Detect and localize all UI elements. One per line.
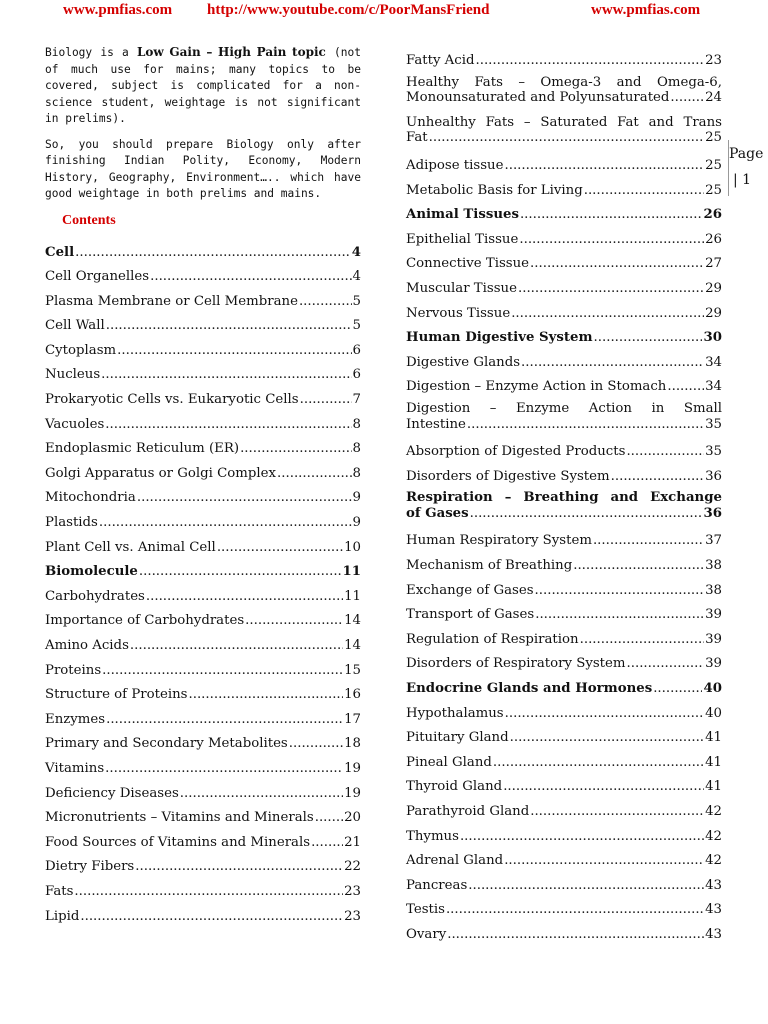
toc-entry-page: 35 (705, 444, 722, 460)
dot-leader (75, 245, 351, 261)
dot-leader (593, 533, 704, 549)
page-label: Page (729, 146, 764, 162)
dot-leader (467, 417, 704, 433)
toc-entry-title: Exchange of Gases (406, 582, 534, 598)
toc-entry-title: of Gases (406, 505, 469, 521)
toc-entry-title: Transport of Gases (406, 607, 535, 623)
left-column (45, 44, 361, 924)
toc-entry-line2 (406, 417, 722, 433)
toc-entry-page: 11 (344, 588, 361, 604)
toc-entry-title: Dietry Fibers (45, 859, 135, 875)
toc-entry[interactable] (45, 678, 361, 703)
toc-entry-title: Plastids (45, 515, 98, 531)
dot-leader (102, 663, 343, 679)
toc-entry-page: 23 (705, 53, 722, 68)
toc-entry-page: 21 (344, 834, 361, 850)
page-number: | 1 (733, 172, 752, 188)
toc-entry-title: Mechanism of Breathing (406, 558, 573, 574)
toc-entry[interactable] (406, 918, 722, 943)
dot-leader (80, 909, 343, 925)
dot-leader (74, 884, 343, 900)
toc-entry-line2 (406, 90, 722, 106)
toc-entry-page: 9 (352, 515, 361, 531)
toc-entry-title: Prokaryotic Cells vs. Eukaryotic Cells (45, 392, 299, 408)
toc-entry-title: Enzymes (45, 711, 106, 727)
toc-entry-title: Intestine (406, 416, 466, 432)
toc-entry-title: Pineal Gland (406, 754, 492, 770)
toc-entry-page: 8 (352, 441, 361, 457)
toc-entry[interactable] (45, 506, 361, 531)
dot-leader (653, 681, 702, 697)
toc-entry-page: 41 (705, 754, 722, 770)
toc-entry-page: 40 (705, 705, 722, 721)
toc-entry[interactable] (406, 524, 722, 549)
dot-leader (447, 927, 704, 943)
toc-entry-title: Golgi Apparatus or Golgi Complex (45, 465, 277, 481)
dot-leader (240, 441, 351, 457)
toc-entry-title: Regulation of Respiration (406, 631, 579, 647)
dot-leader (311, 835, 343, 851)
toc-entry-page: 30 (703, 330, 722, 346)
toc-entry[interactable] (406, 149, 722, 174)
toc-entry[interactable] (406, 370, 722, 395)
toc-entry-page: 26 (703, 207, 722, 223)
toc-entry-page: 7 (352, 392, 361, 408)
page-number-box (728, 140, 768, 196)
toc-entry-title: Disorders of Respiratory System (406, 656, 626, 672)
toc-entry[interactable] (406, 321, 722, 346)
dot-leader (511, 306, 704, 322)
toc-entry-page: 24 (705, 90, 722, 106)
dot-leader (504, 853, 704, 869)
toc-entry[interactable] (406, 174, 722, 199)
dot-leader (117, 343, 351, 359)
toc-entry[interactable] (406, 647, 722, 672)
toc-entry[interactable] (45, 236, 361, 261)
toc-entry-title: Connective Tissue (406, 256, 530, 272)
toc-list-left (45, 236, 361, 925)
toc-entry-title: Fat (406, 130, 428, 146)
dot-leader (146, 589, 343, 605)
toc-entry[interactable] (406, 69, 722, 109)
dot-leader (245, 613, 343, 629)
toc-entry[interactable] (45, 629, 361, 654)
toc-entry-title: Cell (45, 244, 75, 260)
intro-paragraph-2: So, you should prepare Biology only after finishing Indian Polity, Economy, Modern History, Geography, Environment….. which have good weightage in both prelims and mains. (45, 137, 361, 200)
toc-entry[interactable] (406, 395, 722, 435)
dot-leader (519, 232, 704, 248)
toc-entry-page: 23 (344, 908, 361, 924)
toc-entry-title: Vitamins (45, 760, 105, 776)
toc-entry[interactable] (45, 408, 361, 433)
toc-entry-title-line1: Healthy Fats – Omega-3 and Omega-6, (406, 74, 722, 90)
toc-entry-title: Deficiency Diseases (45, 785, 179, 801)
toc-entry[interactable] (45, 826, 361, 851)
toc-entry-page: 8 (352, 465, 361, 481)
toc-entry-page: 19 (344, 760, 361, 776)
toc-entry-title: Proteins (45, 662, 102, 678)
toc-entry-title: Human Respiratory System (406, 533, 592, 549)
toc-entry-page: 9 (352, 490, 361, 506)
intro-bold-text: Low Gain – High Pain topic (136, 45, 326, 59)
toc-entry-page: 42 (705, 804, 722, 819)
toc-entry-title: Mitochondria (45, 490, 136, 506)
dot-leader (470, 506, 703, 522)
toc-entry-title: Plant Cell vs. Animal Cell (45, 539, 216, 555)
dot-leader (535, 607, 704, 623)
dot-leader (135, 859, 343, 875)
toc-entry-title: Human Digestive System (406, 330, 593, 346)
toc-entry-title: Digestive Glands (406, 354, 521, 370)
toc-entry-page: 10 (344, 539, 361, 555)
toc-entry[interactable] (45, 850, 361, 875)
dot-leader (521, 355, 704, 371)
toc-entry-page: 39 (705, 607, 722, 623)
dot-leader (493, 755, 704, 771)
toc-entry[interactable] (406, 574, 722, 599)
toc-entry-page: 40 (703, 681, 722, 697)
toc-entry-title: Fats (45, 883, 74, 899)
toc-entry-page: 4 (351, 244, 361, 260)
dot-leader (503, 779, 704, 795)
dot-leader (137, 490, 352, 506)
dot-leader (530, 804, 704, 820)
toc-entry[interactable] (45, 309, 361, 334)
toc-entry-page: 16 (344, 687, 361, 703)
toc-entry-title: Thymus (406, 828, 459, 844)
toc-entry-title: Pancreas (406, 877, 468, 893)
dot-leader (130, 638, 343, 654)
dot-leader (429, 130, 704, 146)
dot-leader (626, 444, 704, 460)
toc-entry-page: 43 (705, 877, 722, 893)
toc-entry-title: Nervous Tissue (406, 305, 511, 321)
dot-leader (468, 878, 704, 894)
toc-entry-title: Biomolecule (45, 564, 138, 580)
toc-entry-page: 6 (352, 367, 361, 383)
toc-entry-title: Monounsaturated and Polyunsaturated (406, 90, 670, 106)
contents-heading: Contents (62, 212, 116, 228)
toc-entry-title: Endoplasmic Reticulum (ER) (45, 441, 240, 457)
toc-entry[interactable] (406, 198, 722, 223)
dot-leader (105, 761, 343, 777)
toc-list-right (406, 44, 722, 943)
dot-leader (667, 379, 704, 395)
dot-leader (573, 558, 704, 574)
dot-leader (580, 632, 704, 648)
toc-entry-title: Carbohydrates (45, 588, 145, 604)
youtube-link[interactable]: http://www.youtube.com/c/PoorMansFriend (207, 2, 490, 18)
dot-leader (106, 318, 352, 334)
dot-leader (99, 515, 352, 531)
toc-entry-page: 39 (705, 631, 722, 647)
toc-entry[interactable] (406, 697, 722, 722)
dot-leader (299, 294, 352, 310)
toc-entry-line2 (406, 506, 722, 522)
dot-leader (518, 281, 704, 297)
toc-entry[interactable] (406, 484, 722, 524)
toc-entry[interactable] (45, 531, 361, 556)
toc-entry-title: Adipose tissue (406, 157, 504, 173)
toc-entry[interactable] (45, 752, 361, 777)
toc-entry-title: Fatty Acid (406, 53, 475, 68)
toc-entry-page: 20 (344, 810, 361, 826)
dot-leader (505, 706, 704, 722)
dot-leader (446, 902, 704, 918)
toc-entry-page: 18 (344, 736, 361, 752)
toc-entry-title: Disorders of Digestive System (406, 468, 610, 484)
dot-leader (670, 90, 704, 106)
toc-entry-page: 6 (352, 342, 361, 358)
toc-entry-page: 27 (705, 256, 722, 272)
dot-leader (627, 656, 705, 672)
right-column (406, 44, 722, 943)
toc-entry-page: 5 (352, 293, 361, 309)
toc-entry-page: 38 (705, 558, 722, 574)
toc-entry-title: Vacuoles (45, 416, 105, 432)
toc-entry[interactable] (45, 358, 361, 383)
toc-entry-page: 14 (344, 638, 361, 653)
toc-entry-page: 26 (705, 231, 722, 247)
toc-entry-page: 34 (705, 379, 722, 395)
dot-leader (476, 53, 705, 69)
toc-entry-page: 41 (705, 730, 722, 746)
toc-entry[interactable] (406, 820, 722, 845)
toc-entry-page: 37 (705, 533, 722, 549)
dot-leader (460, 829, 704, 845)
dot-leader (584, 183, 704, 199)
dot-leader (150, 269, 351, 285)
dot-leader (106, 712, 343, 728)
dot-leader (139, 564, 342, 580)
website-link-right[interactable]: www.pmfias.com (591, 2, 701, 18)
toc-entry[interactable] (406, 844, 722, 869)
toc-entry-page: 35 (705, 416, 722, 432)
toc-entry-title: Thyroid Gland (406, 779, 503, 795)
toc-entry-title: Pituitary Gland (406, 730, 509, 746)
toc-entry[interactable] (45, 900, 361, 925)
dot-leader (300, 392, 352, 408)
toc-entry[interactable] (406, 346, 722, 371)
toc-entry-title: Cell Wall (45, 318, 105, 334)
toc-entry-title: Nucleus (45, 367, 101, 383)
toc-entry-page: 29 (705, 305, 722, 321)
toc-entry[interactable] (406, 223, 722, 248)
toc-entry-page: 42 (705, 853, 722, 869)
toc-entry-title: Testis (406, 902, 445, 918)
dot-leader (105, 417, 351, 433)
toc-entry-page: 11 (342, 564, 361, 580)
toc-entry-line2 (406, 130, 722, 146)
toc-entry[interactable] (45, 801, 361, 826)
toc-entry-page: 41 (705, 779, 722, 795)
toc-entry[interactable] (45, 703, 361, 728)
toc-entry[interactable] (45, 654, 361, 679)
toc-entry-title: Primary and Secondary Metabolites (45, 736, 288, 752)
toc-entry-title: Endocrine Glands and Hormones (406, 681, 653, 697)
toc-entry[interactable] (45, 727, 361, 752)
toc-entry[interactable] (406, 297, 722, 322)
toc-entry[interactable] (45, 260, 361, 285)
toc-entry-page: 14 (344, 613, 361, 629)
intro-text: Biology is a (45, 46, 137, 59)
dot-leader (535, 583, 705, 599)
page-header (0, 2, 768, 20)
toc-entry-page: 43 (705, 926, 722, 942)
toc-entry[interactable] (45, 604, 361, 629)
toc-entry[interactable] (406, 272, 722, 297)
dot-leader (189, 687, 344, 703)
dot-leader (510, 730, 704, 746)
toc-entry-page: 5 (352, 318, 361, 334)
toc-entry[interactable] (406, 44, 722, 69)
toc-entry[interactable] (45, 334, 361, 359)
toc-entry-page: 42 (705, 828, 722, 844)
dot-leader (277, 466, 351, 482)
dot-leader (289, 736, 343, 752)
toc-entry[interactable] (406, 435, 722, 460)
toc-entry-page: 29 (705, 280, 722, 296)
toc-entry-title: Plasma Membrane or Cell Membrane (45, 293, 298, 309)
dot-leader (315, 810, 343, 826)
toc-entry[interactable] (406, 893, 722, 918)
toc-entry-title: Digestion – Enzyme Action in Stomach (406, 379, 667, 395)
intro-text-rest: (not of much use for mains; many topics to be covered, subject is complicated for a non-science student, weightage is not significant in prelims). (45, 46, 362, 125)
intro-paragraph-1 (45, 44, 361, 128)
toc-entry-page: 36 (703, 505, 722, 521)
toc-entry-page: 25 (705, 157, 722, 173)
toc-entry-title: Metabolic Basis for Living (406, 182, 583, 198)
toc-entry[interactable] (406, 549, 722, 574)
toc-entry-page: 4 (352, 269, 361, 285)
toc-entry-page: 22 (344, 859, 361, 875)
toc-entry[interactable] (45, 875, 361, 900)
toc-entry[interactable] (45, 555, 361, 580)
dot-leader (101, 367, 351, 383)
toc-entry-title: Micronutrients – Vitamins and Minerals (45, 810, 314, 826)
toc-entry-page: 19 (344, 785, 361, 801)
website-link[interactable]: www.pmfias.com (63, 2, 173, 18)
toc-entry-title: Lipid (45, 908, 80, 924)
toc-entry[interactable] (406, 598, 722, 623)
toc-entry-title: Cell Organelles (45, 269, 150, 285)
dot-leader (520, 207, 703, 223)
toc-entry[interactable] (45, 383, 361, 408)
toc-entry[interactable] (406, 869, 722, 894)
toc-entry-page: 23 (344, 883, 361, 899)
dot-leader (530, 256, 704, 272)
toc-entry-title: Absorption of Digested Products (406, 444, 626, 460)
toc-entry[interactable] (406, 109, 722, 149)
toc-entry-page: 8 (352, 416, 361, 432)
toc-entry-title-line1: Respiration – Breathing and Exchange (406, 490, 722, 506)
toc-entry-title: Importance of Carbohydrates (45, 613, 245, 629)
toc-entry-title: Hypothalamus (406, 705, 504, 721)
toc-entry-page: 34 (705, 354, 722, 370)
toc-entry-page: 17 (344, 711, 361, 727)
toc-entry[interactable] (45, 777, 361, 802)
dot-leader (594, 330, 703, 346)
toc-entry-page: 36 (705, 468, 722, 484)
toc-entry[interactable] (406, 247, 722, 272)
dot-leader (180, 786, 343, 802)
toc-entry-title-line1: Digestion – Enzyme Action in Small (406, 400, 722, 416)
toc-entry[interactable] (406, 623, 722, 648)
toc-entry-page: 25 (705, 130, 722, 146)
toc-entry-title: Animal Tissues (406, 207, 519, 223)
toc-entry-title: Structure of Proteins (45, 687, 188, 703)
toc-entry[interactable] (45, 580, 361, 605)
toc-entry-title: Muscular Tissue (406, 280, 517, 296)
toc-entry[interactable] (406, 460, 722, 485)
toc-entry-title: Epithelial Tissue (406, 231, 519, 247)
toc-entry-page: 15 (344, 662, 361, 678)
toc-entry[interactable] (45, 432, 361, 457)
toc-entry[interactable] (406, 770, 722, 795)
toc-entry-page: 43 (705, 902, 722, 918)
toc-entry[interactable] (45, 457, 361, 482)
dot-leader (217, 540, 343, 556)
toc-entry-title: Adrenal Gland (406, 853, 504, 869)
toc-entry[interactable] (45, 285, 361, 310)
dot-leader (504, 158, 704, 174)
toc-entry[interactable] (406, 721, 722, 746)
toc-entry-title: Cytoplasm (45, 342, 117, 358)
toc-entry-title: Ovary (406, 926, 447, 942)
toc-entry[interactable] (406, 746, 722, 771)
toc-entry-title: Food Sources of Vitamins and Minerals (45, 834, 311, 850)
toc-entry-title-line1: Unhealthy Fats – Saturated Fat and Trans (406, 114, 722, 130)
toc-entry-page: 25 (705, 182, 722, 198)
toc-entry[interactable] (45, 481, 361, 506)
toc-entry[interactable] (406, 795, 722, 820)
toc-entry-title: Amino Acids (45, 638, 129, 653)
toc-entry-page: 39 (705, 656, 722, 672)
toc-entry-page: 38 (705, 582, 722, 598)
toc-entry-title: Parathyroid Gland (406, 804, 530, 819)
dot-leader (611, 469, 704, 485)
toc-entry[interactable] (406, 672, 722, 697)
